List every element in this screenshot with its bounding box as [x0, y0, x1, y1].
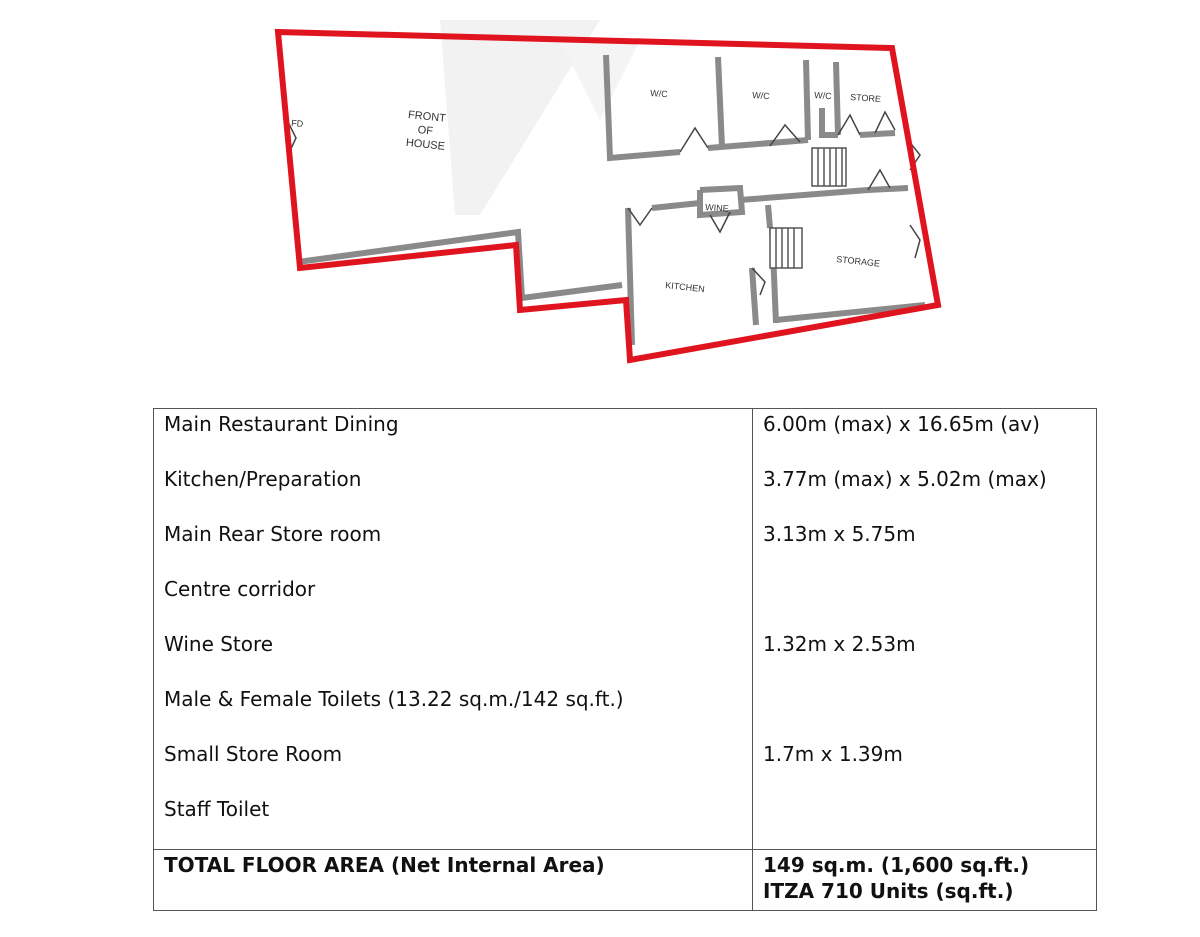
table-row	[154, 519, 1097, 574]
room-size: 3.77m (max) x 5.02m (max)	[753, 464, 1097, 519]
floor-plan	[0, 0, 1200, 400]
wc-label-2: W/C	[751, 90, 771, 102]
total-row	[154, 850, 1097, 911]
watermark	[560, 40, 640, 120]
room-size	[753, 574, 1097, 629]
table-row	[154, 684, 1097, 739]
total-value	[753, 850, 1097, 911]
wc-label-1: W/C	[649, 88, 669, 100]
total-area: 149 sq.m. (1,600 sq.ft.)	[763, 853, 1030, 877]
room-name: Kitchen/Preparation	[154, 464, 753, 519]
room-size: 1.32m x 2.53m	[753, 629, 1097, 684]
room-name: Small Store Room	[154, 739, 753, 794]
wine-label: WINE	[704, 202, 730, 214]
room-name: Main Rear Store room	[154, 519, 753, 574]
kitchen-label: KITCHEN	[664, 280, 706, 295]
stairs	[770, 148, 846, 268]
storage-label: STORAGE	[835, 254, 881, 269]
table-row	[154, 739, 1097, 794]
total-label: TOTAL FLOOR AREA (Net Internal Area)	[154, 850, 753, 911]
room-size: 3.13m x 5.75m	[753, 519, 1097, 574]
room-name: Staff Toilet	[154, 794, 753, 850]
room-name: Male & Female Toilets (13.22 sq.m./142 sq.ft.)	[154, 684, 753, 739]
table-row	[154, 574, 1097, 629]
room-name: Wine Store	[154, 629, 753, 684]
room-name: Centre corridor	[154, 574, 753, 629]
room-size: 1.7m x 1.39m	[753, 739, 1097, 794]
room-name: Main Restaurant Dining	[154, 409, 753, 465]
room-dimensions-table	[153, 408, 1097, 911]
door-swings	[288, 112, 920, 295]
room-size	[753, 794, 1097, 850]
front-of-house-label: FRONT OF HOUSE	[405, 108, 447, 153]
itza-units: ITZA 710 Units (sq.ft.)	[763, 879, 1014, 903]
fd-label: FD	[290, 118, 304, 129]
table-row	[154, 629, 1097, 684]
room-size: 6.00m (max) x 16.65m (av)	[753, 409, 1097, 465]
table-row	[154, 409, 1097, 465]
store-label: STORE	[849, 92, 882, 105]
wc-label-3: W/C	[813, 90, 833, 102]
room-size	[753, 684, 1097, 739]
table-row	[154, 464, 1097, 519]
table-row	[154, 794, 1097, 850]
